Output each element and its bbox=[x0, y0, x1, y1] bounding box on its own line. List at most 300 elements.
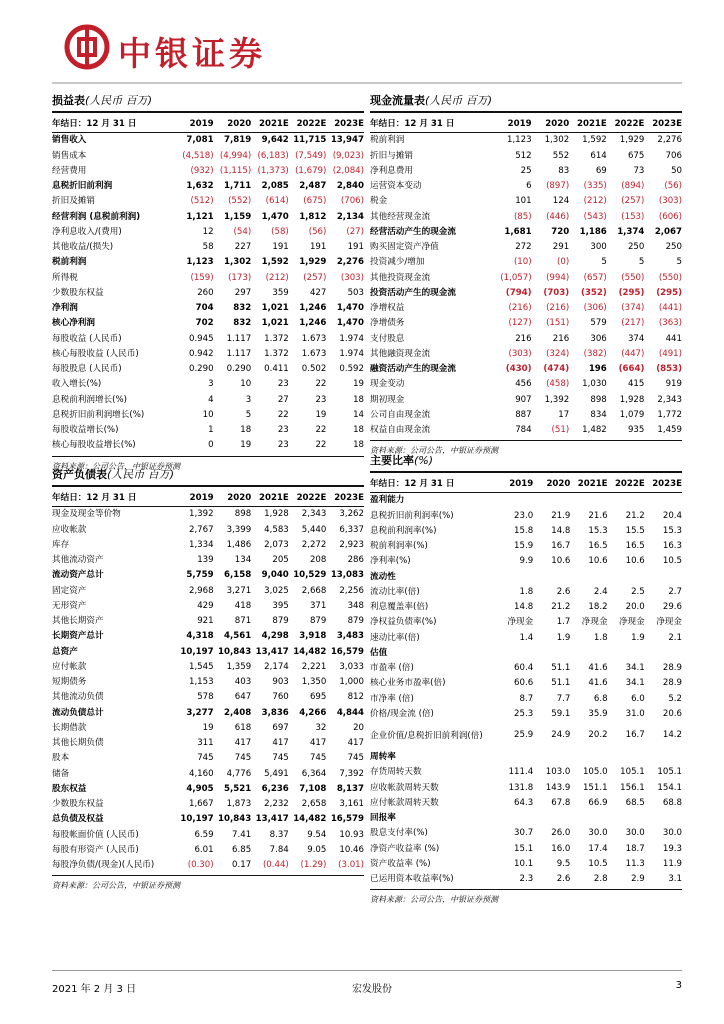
company-name: 宏发股份 bbox=[352, 984, 392, 995]
table-cell: 2,658 bbox=[301, 799, 327, 809]
table-cell: 7,108 bbox=[299, 783, 327, 794]
table-cell: 3 bbox=[208, 379, 214, 390]
table-row bbox=[370, 631, 682, 646]
table-cell: 18 bbox=[240, 425, 252, 435]
table-cell: 1,123 bbox=[506, 135, 532, 146]
table-cell: 3,033 bbox=[339, 661, 364, 672]
table-cell: 1,153 bbox=[188, 677, 214, 687]
row-label: 少数股东权益 bbox=[52, 287, 104, 298]
table-cell: 879 bbox=[347, 616, 364, 626]
table-cell: 297 bbox=[234, 287, 252, 298]
row-label: 每股收益 (人民币) bbox=[52, 333, 122, 344]
table-cell: 净现金 bbox=[618, 617, 645, 628]
table-row bbox=[52, 690, 364, 705]
table-cell: 745 bbox=[272, 753, 289, 764]
table-cell: (446) bbox=[546, 211, 570, 222]
table-cell: 9.5 bbox=[556, 858, 571, 869]
table-cell: 124 bbox=[552, 196, 570, 207]
table-cell: 2.3 bbox=[519, 874, 534, 884]
table-cell: 1,246 bbox=[299, 303, 327, 313]
table-cell: (2,084) bbox=[332, 165, 364, 176]
table-cell: 417 bbox=[309, 738, 327, 748]
table-cell: 191 bbox=[347, 242, 364, 252]
table-cell: 139 bbox=[197, 555, 214, 565]
row-label: 短期债务 bbox=[52, 677, 87, 687]
table-cell: 441 bbox=[665, 333, 682, 344]
row-label: 长期资产总计 bbox=[52, 631, 104, 642]
table-cell: 695 bbox=[309, 692, 327, 703]
row-label: 息税折旧前利润率(%) bbox=[370, 510, 454, 521]
report-date: 2021 年 2 月 3 日 bbox=[52, 984, 137, 995]
table-cell: 216 bbox=[515, 333, 532, 344]
table-cell: 14 bbox=[353, 409, 364, 420]
table-cell: 20.6 bbox=[662, 708, 682, 719]
table-row bbox=[370, 765, 682, 780]
bank-of-china-logo-icon bbox=[64, 24, 110, 70]
income-source: 资料来源：公司公告，中银证券预测 bbox=[52, 456, 364, 472]
balance-source: 资料来源：公司公告，中银证券预测 bbox=[52, 875, 364, 891]
table-row bbox=[370, 393, 682, 408]
table-cell: 29.6 bbox=[662, 602, 682, 612]
table-cell: 15.5 bbox=[625, 525, 645, 536]
table-row bbox=[52, 812, 364, 827]
table-cell: 403 bbox=[234, 677, 252, 687]
table-row bbox=[370, 194, 682, 209]
table-row bbox=[52, 797, 364, 812]
table-cell: 59.1 bbox=[551, 708, 571, 719]
table-row bbox=[370, 554, 682, 569]
table-cell: 898 bbox=[590, 394, 607, 405]
balance-table bbox=[52, 491, 364, 873]
table-cell: 1.9 bbox=[631, 632, 645, 643]
table-cell: 208 bbox=[309, 555, 327, 565]
row-label: 已运用资本收益率(%) bbox=[370, 874, 454, 884]
table-cell: 2,073 bbox=[264, 539, 289, 550]
table-cell: 10,529 bbox=[293, 570, 327, 581]
table-cell: (257) bbox=[303, 272, 327, 283]
table-cell: 4,160 bbox=[188, 768, 214, 779]
table-cell: 10.1 bbox=[514, 858, 534, 869]
table-cell: (295) bbox=[656, 287, 682, 298]
table-cell: 19 bbox=[315, 409, 327, 420]
table-cell: 9.9 bbox=[519, 556, 534, 567]
table-cell: 1,592 bbox=[582, 135, 607, 146]
table-cell: 1,030 bbox=[582, 379, 607, 390]
header-year: 2019 bbox=[496, 477, 533, 493]
table-cell: (58) bbox=[271, 226, 289, 237]
table-cell: (550) bbox=[621, 272, 645, 283]
table-cell: 1,302 bbox=[224, 257, 252, 268]
table-row bbox=[370, 133, 682, 149]
table-cell: (217) bbox=[621, 318, 645, 329]
table-cell: (853) bbox=[656, 364, 682, 374]
table-cell: 935 bbox=[627, 425, 645, 435]
header-label: 年结日：12 月 31 日 bbox=[52, 491, 176, 507]
table-cell: (374) bbox=[621, 303, 645, 313]
table-cell: 10 bbox=[202, 409, 214, 420]
table-cell: 871 bbox=[234, 616, 252, 626]
table-cell: 903 bbox=[272, 677, 289, 687]
table-cell: 395 bbox=[272, 600, 289, 611]
table-cell: (127) bbox=[508, 318, 532, 329]
table-row bbox=[52, 164, 364, 179]
table-cell: 1.8 bbox=[519, 586, 534, 597]
table-cell: 25 bbox=[520, 165, 532, 176]
table-cell: (6,183) bbox=[257, 150, 289, 161]
table-cell: 260 bbox=[197, 287, 214, 298]
table-cell: 7,819 bbox=[224, 135, 252, 146]
table-row bbox=[52, 393, 364, 408]
table-cell: 15.1 bbox=[514, 843, 534, 854]
table-cell: 879 bbox=[309, 616, 327, 626]
row-label: 应收帐款周转天数 bbox=[370, 782, 439, 793]
row-label: 融资活动产生的现金流 bbox=[370, 364, 456, 374]
table-row bbox=[370, 225, 682, 240]
table-row bbox=[52, 843, 364, 858]
table-cell: 23 bbox=[277, 379, 289, 390]
row-label: 企业价值/息税折旧前利润(倍) bbox=[370, 730, 483, 741]
table-row bbox=[370, 301, 682, 316]
table-cell: 3,161 bbox=[339, 799, 364, 809]
table-row bbox=[370, 707, 682, 722]
table-cell: 647 bbox=[234, 692, 252, 703]
table-cell: (363) bbox=[658, 318, 682, 329]
table-cell: 10,843 bbox=[218, 814, 252, 825]
row-label: 其他经营现金流 bbox=[370, 211, 431, 222]
income-title: 损益表(人民币 百万) bbox=[52, 92, 364, 113]
table-cell: 151.1 bbox=[582, 782, 608, 793]
row-label: 每股股息 (人民币) bbox=[52, 364, 122, 374]
table-cell: 69 bbox=[595, 165, 607, 176]
table-row bbox=[370, 722, 682, 750]
header-year: 2020 bbox=[214, 491, 252, 507]
table-cell: 2.4 bbox=[593, 586, 608, 597]
row-label: 流动资产总计 bbox=[52, 570, 104, 581]
table-cell: 745 bbox=[309, 753, 327, 764]
table-cell: 1,159 bbox=[224, 211, 252, 222]
row-label: 息税折旧前利润 bbox=[52, 181, 113, 191]
table-cell: 919 bbox=[665, 379, 682, 390]
table-cell: 17 bbox=[558, 409, 570, 420]
table-row bbox=[370, 857, 682, 872]
table-cell: 887 bbox=[515, 409, 532, 420]
key-ratios bbox=[370, 452, 682, 905]
income-table bbox=[52, 117, 364, 454]
table-cell: 14,482 bbox=[293, 646, 327, 657]
table-cell: (458) bbox=[546, 379, 570, 390]
table-cell: 1.372 bbox=[264, 333, 289, 344]
table-row bbox=[370, 826, 682, 841]
table-row bbox=[52, 225, 364, 240]
header-year: 2022E bbox=[607, 117, 645, 133]
table-row bbox=[370, 796, 682, 811]
cashflow-title: 现金流量表(人民币 百万) bbox=[370, 92, 682, 113]
table-row bbox=[52, 660, 364, 675]
table-row bbox=[370, 539, 682, 554]
table-row bbox=[370, 676, 682, 691]
table-cell: 1,470 bbox=[336, 303, 364, 313]
table-cell: 359 bbox=[272, 287, 289, 298]
table-cell: 16.3 bbox=[662, 541, 682, 551]
table-cell: 552 bbox=[552, 150, 570, 161]
table-cell: 2.6 bbox=[556, 874, 571, 884]
table-cell: 5,491 bbox=[264, 768, 289, 779]
table-cell: 1,812 bbox=[299, 211, 327, 222]
table-cell: 16,579 bbox=[330, 646, 364, 657]
table-row bbox=[370, 842, 682, 857]
table-row bbox=[370, 164, 682, 179]
table-cell: 1.117 bbox=[226, 333, 252, 344]
table-cell: 60.6 bbox=[514, 678, 534, 689]
table-row bbox=[52, 362, 364, 377]
row-label: 税金 bbox=[370, 196, 388, 207]
table-cell: (56) bbox=[664, 181, 682, 191]
row-label: 其他融资现金流 bbox=[370, 348, 431, 359]
header-year: 2021E bbox=[251, 491, 289, 507]
row-label: 总资产 bbox=[52, 646, 78, 657]
table-row bbox=[52, 645, 364, 660]
row-label: 税前利润率(%) bbox=[370, 541, 428, 551]
row-label: 少数股东权益 bbox=[52, 799, 104, 809]
table-cell: 272 bbox=[515, 242, 532, 252]
table-cell: 13,417 bbox=[255, 646, 289, 657]
row-label: 现金及现金等价物 bbox=[52, 509, 121, 520]
report-header bbox=[52, 24, 682, 74]
table-cell: 1.117 bbox=[226, 348, 252, 359]
row-label: 投资活动产生的现金流 bbox=[370, 287, 456, 298]
table-row bbox=[52, 438, 364, 453]
row-label: 股东权益 bbox=[52, 783, 87, 794]
row-label: 经营活动产生的现金流 bbox=[370, 226, 456, 237]
table-cell: 16,579 bbox=[330, 814, 364, 825]
table-row bbox=[370, 255, 682, 270]
table-cell: 21.2 bbox=[625, 510, 645, 521]
table-cell: 578 bbox=[197, 692, 214, 703]
table-cell: 1,000 bbox=[339, 677, 364, 687]
table-cell: 2,276 bbox=[657, 135, 682, 146]
row-label: 周转率 bbox=[370, 752, 396, 762]
category-row bbox=[370, 646, 682, 661]
table-cell: 205 bbox=[272, 555, 289, 565]
row-label: 市净率 (倍) bbox=[370, 693, 414, 704]
header-year: 2022E bbox=[608, 477, 645, 493]
table-cell: (306) bbox=[583, 303, 607, 313]
table-cell: 23 bbox=[277, 440, 289, 451]
table-cell: (382) bbox=[583, 348, 607, 359]
table-cell: 311 bbox=[197, 738, 214, 748]
table-row bbox=[370, 179, 682, 194]
row-label: 折旧及摊销 bbox=[52, 196, 95, 207]
table-cell: 614 bbox=[590, 150, 607, 161]
header-year: 2019 bbox=[176, 117, 214, 133]
table-cell: 1,470 bbox=[261, 211, 289, 222]
table-cell: 101 bbox=[515, 196, 532, 207]
table-cell: 3.1 bbox=[668, 874, 682, 884]
table-row bbox=[52, 828, 364, 843]
table-row bbox=[52, 599, 364, 614]
table-cell: 20.2 bbox=[588, 730, 608, 741]
table-cell: 30.0 bbox=[625, 828, 645, 839]
table-cell: 503 bbox=[347, 287, 364, 298]
table-cell: 143.9 bbox=[545, 782, 571, 793]
row-label: 存货周转天数 bbox=[370, 767, 422, 778]
table-cell: 812 bbox=[347, 692, 364, 703]
table-cell: 18.7 bbox=[625, 843, 645, 854]
table-cell: 7.7 bbox=[556, 693, 571, 704]
table-cell: 745 bbox=[347, 753, 364, 764]
table-header-row bbox=[52, 117, 364, 133]
table-cell: 618 bbox=[234, 722, 252, 733]
table-cell: (1.29) bbox=[300, 860, 327, 870]
table-row bbox=[370, 692, 682, 707]
table-cell: 3,271 bbox=[226, 585, 252, 596]
table-cell: 23.0 bbox=[514, 510, 534, 521]
table-cell: 34.1 bbox=[625, 678, 645, 689]
table-cell: (85) bbox=[513, 211, 532, 222]
row-label: 流动负债总计 bbox=[52, 707, 104, 718]
table-row bbox=[370, 286, 682, 301]
table-cell: 9,642 bbox=[261, 135, 289, 146]
table-cell: (10) bbox=[513, 257, 532, 268]
table-cell: 16.5 bbox=[625, 541, 645, 551]
table-cell: 13,083 bbox=[330, 570, 364, 581]
table-cell: 1.372 bbox=[264, 348, 289, 359]
table-cell: 73 bbox=[633, 165, 645, 176]
table-cell: 14.2 bbox=[662, 730, 682, 741]
table-cell: (212) bbox=[583, 196, 607, 207]
table-cell: 154.1 bbox=[657, 782, 682, 793]
table-cell: 2,232 bbox=[264, 799, 289, 809]
table-cell: 6.85 bbox=[232, 844, 252, 855]
table-cell: 5 bbox=[676, 257, 682, 268]
table-cell: 2,840 bbox=[336, 181, 364, 191]
row-label: 经营利润 (息税前利润) bbox=[52, 211, 141, 222]
table-cell: 134 bbox=[234, 555, 252, 565]
row-label: 期初现金 bbox=[370, 394, 405, 405]
table-cell: (543) bbox=[583, 211, 607, 222]
table-cell: 745 bbox=[197, 753, 214, 764]
row-label: 市盈率 (倍) bbox=[370, 663, 414, 673]
row-label: 所得税 bbox=[52, 272, 78, 283]
table-cell: 1,667 bbox=[188, 799, 214, 809]
table-cell: 9.54 bbox=[307, 829, 327, 840]
table-cell: 1,459 bbox=[657, 425, 682, 435]
table-cell: 675 bbox=[627, 150, 645, 161]
table-row bbox=[52, 858, 364, 873]
table-cell: 35.9 bbox=[588, 708, 608, 719]
table-cell: 3,399 bbox=[226, 524, 252, 535]
table-cell: 784 bbox=[515, 425, 532, 435]
row-label: 应付帐款周转天数 bbox=[370, 797, 439, 808]
header-year: 2019 bbox=[176, 491, 214, 507]
table-cell: 1,928 bbox=[264, 509, 289, 520]
table-cell: 1.7 bbox=[556, 617, 571, 628]
table-row bbox=[52, 507, 364, 523]
row-label: 价格/现金流 (倍) bbox=[370, 708, 434, 719]
table-cell: 8,137 bbox=[336, 783, 364, 794]
table-cell: 30.7 bbox=[514, 828, 534, 839]
table-cell: 22 bbox=[315, 379, 327, 390]
table-cell: 0 bbox=[208, 440, 214, 451]
ratios-table bbox=[370, 477, 682, 887]
row-label: 核心每股收益 (人民币) bbox=[52, 348, 139, 359]
table-cell: 7,392 bbox=[339, 768, 364, 779]
table-cell: (794) bbox=[505, 287, 532, 298]
table-cell: (212) bbox=[265, 272, 289, 283]
table-row bbox=[52, 408, 364, 423]
table-cell: 11.9 bbox=[662, 858, 682, 869]
table-cell: (491) bbox=[658, 348, 682, 359]
table-cell: 2,174 bbox=[264, 661, 289, 672]
table-cell: 2.6 bbox=[556, 586, 571, 597]
table-cell: 0.592 bbox=[339, 364, 364, 374]
table-cell: (512) bbox=[190, 196, 214, 207]
table-cell: 191 bbox=[309, 242, 327, 252]
table-cell: 28.9 bbox=[662, 663, 682, 673]
table-row bbox=[52, 149, 364, 164]
table-cell: (51) bbox=[551, 425, 570, 435]
table-cell: 111.4 bbox=[508, 767, 534, 778]
table-cell: (447) bbox=[621, 348, 645, 359]
row-label: 每股收益增长(%) bbox=[52, 425, 119, 435]
table-cell: 6.01 bbox=[194, 844, 214, 855]
header-year: 2022E bbox=[289, 117, 327, 133]
row-label: 经营费用 bbox=[52, 165, 87, 176]
row-label: 每股有形资产 (人民币) bbox=[52, 844, 139, 855]
table-cell: 7.41 bbox=[232, 829, 252, 840]
table-cell: 2,221 bbox=[301, 661, 327, 672]
table-cell: 22 bbox=[315, 440, 327, 451]
table-cell: (153) bbox=[621, 211, 645, 222]
table-row bbox=[370, 347, 682, 362]
table-row bbox=[370, 509, 682, 524]
table-cell: (0.44) bbox=[262, 860, 289, 870]
table-cell: 2,923 bbox=[339, 539, 364, 550]
table-cell: 14.8 bbox=[551, 525, 571, 536]
row-label: 支付股息 bbox=[370, 333, 405, 344]
table-cell: 2,256 bbox=[339, 585, 364, 596]
table-cell: 300 bbox=[590, 242, 607, 252]
table-cell: 745 bbox=[234, 753, 252, 764]
table-cell: 净现金 bbox=[581, 617, 608, 628]
table-header-row bbox=[370, 477, 682, 493]
table-cell: 1,592 bbox=[261, 257, 289, 268]
table-cell: 0.17 bbox=[232, 860, 252, 870]
row-label: 税前利润 bbox=[370, 135, 405, 146]
table-cell: 16.0 bbox=[551, 843, 571, 854]
table-row bbox=[52, 316, 364, 331]
row-label: 储备 bbox=[52, 768, 70, 779]
table-cell: 429 bbox=[197, 600, 214, 611]
table-cell: 1,334 bbox=[188, 539, 214, 550]
table-cell: 0.290 bbox=[226, 364, 252, 374]
table-cell: 8.37 bbox=[269, 829, 289, 840]
table-row bbox=[370, 615, 682, 630]
table-cell: 286 bbox=[347, 555, 364, 565]
table-row bbox=[370, 377, 682, 392]
row-label: 利息覆盖率(倍) bbox=[370, 602, 429, 612]
table-cell: 19 bbox=[202, 722, 214, 733]
row-label: 核心业务市盈率(倍) bbox=[370, 678, 446, 689]
table-cell: 2.1 bbox=[668, 632, 682, 643]
table-cell: 12 bbox=[202, 226, 214, 237]
row-label: 回报率 bbox=[370, 813, 396, 823]
table-cell: 6,158 bbox=[224, 570, 252, 581]
table-cell: 24.9 bbox=[551, 730, 571, 741]
table-cell: 1.974 bbox=[339, 333, 364, 344]
table-row bbox=[52, 377, 364, 392]
page-number: 3 bbox=[675, 980, 682, 991]
